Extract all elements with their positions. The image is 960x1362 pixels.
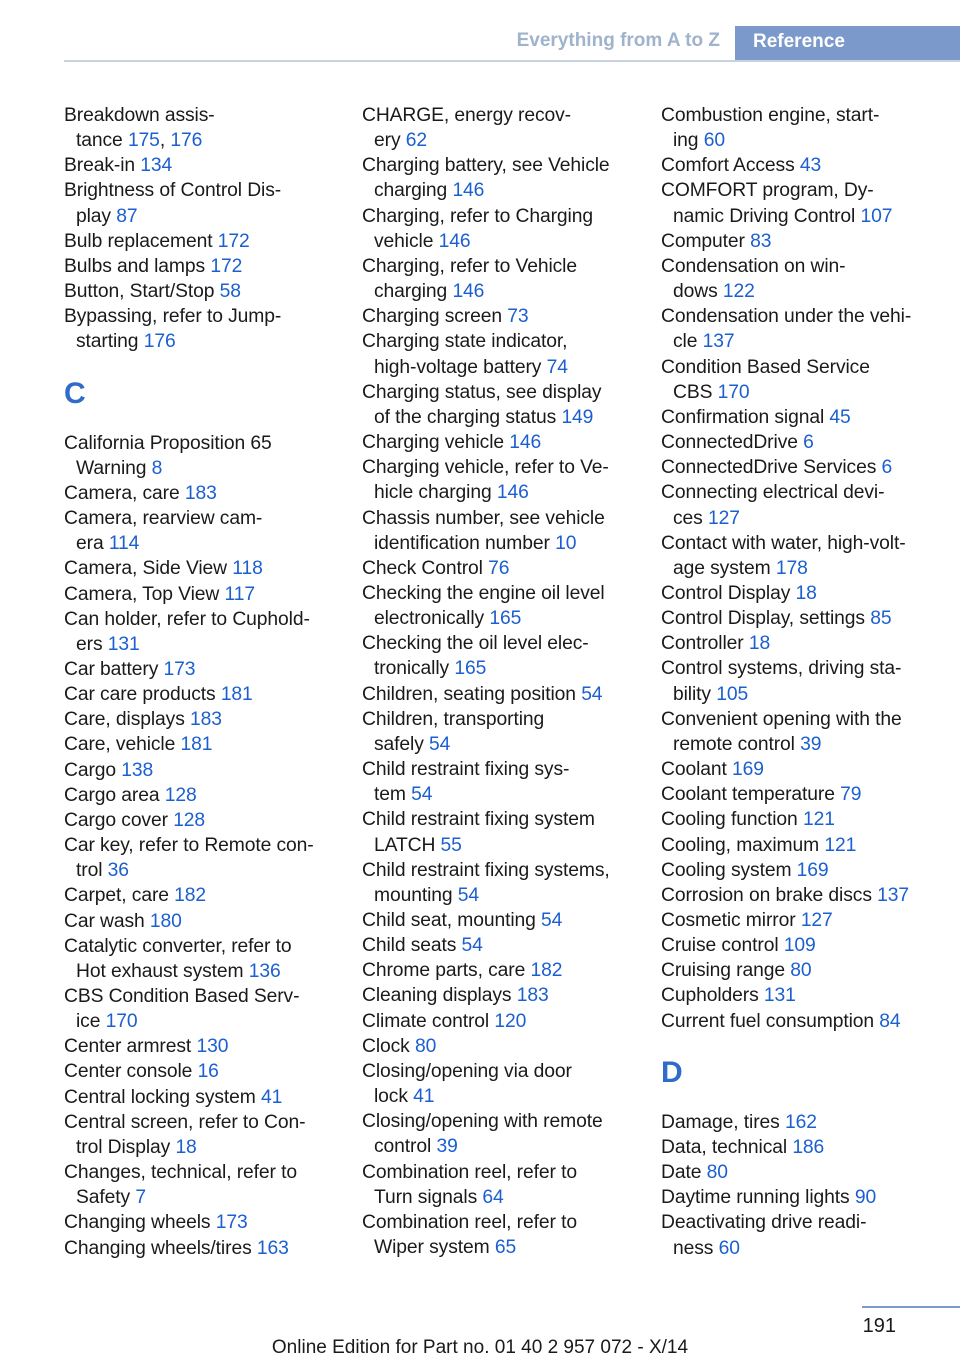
index-term: Data, technical: [661, 1136, 788, 1158]
index-term: Cleaning displays: [362, 985, 512, 1007]
page-reference-link[interactable]: 7: [135, 1187, 146, 1209]
index-entry: [362, 682, 652, 707]
index-entry: [661, 581, 957, 606]
index-term: Center console: [64, 1061, 193, 1083]
index-entry: [64, 1160, 354, 1210]
index-term: Climate control: [362, 1010, 490, 1032]
index-entry: [64, 1236, 354, 1261]
page-reference-link[interactable]: 172: [217, 230, 250, 252]
index-term: ConnectedDrive: [661, 432, 798, 454]
page-reference-link[interactable]: 6: [803, 432, 814, 454]
index-entry: [362, 858, 652, 908]
index-entry: [661, 229, 957, 254]
page-reference-link[interactable]: 146: [452, 180, 485, 202]
index-entry: [661, 782, 957, 807]
index-entry: [661, 833, 957, 858]
page-reference-link[interactable]: 54: [541, 910, 563, 931]
index-entry: [362, 1009, 652, 1034]
index-term: Cooling system: [661, 859, 792, 881]
page-reference-link[interactable]: 137: [702, 331, 735, 353]
index-entry: [362, 1109, 652, 1159]
index-entry: [362, 153, 652, 203]
index-entry: [661, 933, 957, 958]
page-reference-link[interactable]: 8: [151, 457, 163, 479]
index-entry: [64, 506, 354, 556]
index-entry: [661, 153, 957, 178]
index-entry: [362, 380, 652, 430]
page-reference-link[interactable]: 54: [429, 733, 451, 755]
index-entry: [661, 405, 957, 430]
page-reference-link[interactable]: 173: [215, 1212, 248, 1234]
page-reference-link[interactable]: 73: [507, 306, 529, 328]
index-entry: [661, 606, 957, 631]
page-reference-link[interactable]: 163: [256, 1237, 289, 1259]
index-entry: [64, 808, 354, 833]
index-entry: [362, 1210, 652, 1260]
index-term: Car key, refer to Remote con- trol: [64, 835, 314, 882]
index-term: Charging battery, see Vehicle charging: [362, 155, 610, 202]
page-reference-link[interactable]: 118: [232, 558, 263, 580]
index-entry: [64, 934, 354, 984]
page-reference-link[interactable]: 39: [436, 1136, 458, 1158]
page-reference-link[interactable]: 64: [482, 1186, 504, 1208]
page-reference-link[interactable]: 18: [795, 582, 817, 604]
index-term: Cargo cover: [64, 809, 168, 831]
index-entry: [362, 908, 652, 933]
page-reference-link[interactable]: 146: [496, 482, 529, 504]
index-entry: [64, 833, 354, 883]
index-entry: [64, 607, 354, 657]
index-entry: [661, 1210, 957, 1260]
index-entry: [362, 556, 652, 581]
index-term: CBS Condition Based Serv- ice: [64, 986, 300, 1033]
breadcrumb: Everything from A to Z: [516, 30, 720, 51]
index-entry: [64, 1034, 354, 1059]
page-reference-link[interactable]: 172: [210, 255, 243, 277]
index-term: Cruising range: [661, 960, 785, 982]
index-entry: [362, 807, 652, 857]
index-term: Changing wheels/tires: [64, 1237, 252, 1259]
index-term: Cargo: [64, 759, 117, 781]
index-entry: [64, 304, 354, 354]
index-entry: [362, 958, 652, 983]
page-reference-link[interactable]: 136: [248, 960, 281, 982]
index-term: COMFORT program, Dy- namic Driving Control: [661, 180, 874, 227]
edition-line: Online Edition for Part no. 01 40 2 957 072 - X/14: [271, 1337, 689, 1358]
index-entry: [64, 178, 354, 228]
index-term: Car battery: [64, 658, 159, 680]
index-term: Closing/opening via door lock: [362, 1060, 572, 1108]
index-entry: [64, 909, 354, 934]
index-entry: [64, 984, 354, 1034]
index-term: Children, transporting safely: [362, 708, 545, 755]
index-letter-heading: D: [661, 1055, 683, 1089]
page-reference-link[interactable]: 18: [175, 1136, 197, 1158]
index-term: Can holder, refer to Cuphold- ers: [64, 608, 310, 655]
index-term: Break-in: [64, 155, 135, 177]
index-entry: [661, 983, 957, 1008]
page-reference-link[interactable]: 131: [107, 633, 140, 655]
page-reference-link[interactable]: 90: [854, 1187, 877, 1209]
page-reference-link[interactable]: 80: [790, 960, 812, 982]
index-term: Cupholders: [661, 985, 759, 1007]
index-term: Date: [661, 1162, 702, 1184]
page-reference-link[interactable]: 130: [196, 1036, 229, 1058]
page-reference-link[interactable]: 181: [220, 684, 253, 706]
page-reference-link[interactable]: 138: [121, 759, 154, 781]
index-term: Check Control: [362, 557, 483, 579]
index-entry: [661, 1135, 957, 1160]
index-term: Camera, rearview cam- era: [64, 508, 263, 555]
index-term: California Proposition 65 Warning: [64, 432, 272, 479]
index-entry: [661, 1009, 957, 1034]
page-reference-link[interactable]: 65: [494, 1237, 517, 1259]
index-term: Camera, care: [64, 482, 180, 504]
page-reference-link[interactable]: 162: [784, 1111, 817, 1133]
index-entry: [362, 581, 652, 631]
index-term: CHARGE, energy recov- ery: [362, 105, 571, 152]
index-entry: [64, 1085, 354, 1110]
page-reference-link[interactable]: 127: [707, 507, 740, 529]
index-entry: [64, 254, 354, 279]
index-entry: [362, 933, 652, 958]
page-reference-link[interactable]: 173: [163, 658, 196, 680]
index-entry: [661, 631, 957, 656]
page-reference-link[interactable]: 79: [840, 784, 862, 806]
index-entry: [661, 807, 957, 832]
page-reference-link[interactable]: 45: [829, 406, 851, 428]
page-reference-link[interactable]: 183: [516, 985, 549, 1007]
page-reference-link[interactable]: 180: [149, 910, 182, 932]
index-entry: [661, 958, 957, 983]
index-entry: [661, 355, 957, 405]
index-term: Central screen, refer to Con- trol Display: [64, 1111, 306, 1158]
index-entry: [661, 883, 957, 908]
page-reference-link[interactable]: 121: [824, 834, 857, 856]
index-term: Controller: [661, 633, 744, 655]
index-term: Child seats: [362, 935, 457, 957]
index-term: Charging vehicle, refer to Ve- hicle charging: [362, 457, 609, 504]
page-reference-link[interactable]: 146: [438, 230, 471, 252]
index-entry: [661, 480, 957, 530]
page-number: 191: [862, 1315, 896, 1337]
index-entry: [661, 254, 957, 304]
page-reference-link[interactable]: 54: [461, 935, 483, 957]
index-entry: [661, 757, 957, 782]
index-term: Cosmetic mirror: [661, 910, 796, 931]
index-entry: [362, 430, 652, 455]
index-term: Changing wheels: [64, 1212, 211, 1234]
page-reference-link[interactable]: 127: [800, 910, 833, 931]
index-term: Combustion engine, start- ing: [661, 105, 880, 152]
page-reference-link[interactable]: 54: [411, 784, 433, 806]
page-reference-link[interactable]: 16: [197, 1061, 219, 1083]
index-entry: [661, 304, 957, 354]
page-reference-link[interactable]: 62: [405, 130, 428, 152]
page-reference-link[interactable]: 60: [703, 130, 725, 152]
index-entry: [64, 682, 354, 707]
header-divider: [64, 60, 960, 62]
index-term: Button, Start/Stop: [64, 281, 215, 303]
page-reference-link[interactable]: 186: [792, 1136, 825, 1158]
index-term: Bulb replacement: [64, 230, 213, 252]
page-reference-link[interactable]: 117: [224, 583, 255, 605]
index-entry: [64, 1059, 354, 1084]
page-reference-link[interactable]: 80: [414, 1035, 437, 1057]
index-entry: [661, 656, 957, 706]
index-entry: [362, 103, 652, 153]
index-term: Care, displays: [64, 709, 185, 731]
index-entry: [64, 783, 354, 808]
index-term: Condition Based Service CBS: [661, 356, 870, 403]
page-reference-link[interactable]: 183: [184, 482, 217, 504]
index-term: Convenient opening with the remote control: [661, 708, 902, 755]
page-reference-link[interactable]: 182: [174, 885, 207, 907]
page-reference-link[interactable]: 176: [170, 130, 203, 152]
page-reference-link[interactable]: 54: [457, 884, 480, 906]
index-term: Computer: [661, 230, 745, 252]
index-term: Breakdown assis- tance: [64, 105, 215, 152]
index-term: Contact with water, high-volt- age system: [661, 532, 906, 579]
index-term: Control Display, settings: [661, 608, 865, 630]
page-reference-link[interactable]: 146: [452, 281, 485, 303]
index-column-2: [362, 103, 652, 1260]
page-reference-link[interactable]: 169: [732, 759, 764, 781]
index-term: Bypassing, refer to Jump- starting: [64, 306, 282, 353]
index-term: Children, seating position: [362, 683, 576, 705]
index-entry: [64, 279, 354, 304]
page-reference-link[interactable]: 76: [488, 557, 510, 579]
index-letter-heading: C: [64, 376, 86, 410]
index-entry: [661, 430, 957, 455]
index-entry: [362, 329, 652, 379]
index-entry: [362, 304, 652, 329]
index-entry: [661, 103, 957, 153]
index-term: Car wash: [64, 910, 145, 932]
index-term: Control systems, driving sta- bility: [661, 658, 902, 705]
page-reference-link[interactable]: 10: [555, 532, 577, 554]
index-entry: [64, 1110, 354, 1160]
index-term: Checking the engine oil level electronically: [362, 582, 605, 630]
index-entry: [362, 506, 652, 556]
index-term: Child restraint fixing system LATCH: [362, 809, 595, 856]
index-term: Chrome parts, care: [362, 960, 526, 982]
page-reference-link[interactable]: 121: [802, 809, 835, 831]
page-reference-link[interactable]: 107: [860, 205, 893, 227]
index-entry: [64, 883, 354, 908]
index-term: Charging screen: [362, 306, 502, 328]
page-reference-link[interactable]: 74: [546, 356, 568, 378]
index-entry: [661, 1185, 957, 1210]
index-term: Clock: [362, 1035, 410, 1057]
index-term: Cooling, maximum: [661, 834, 820, 856]
footer-divider: [862, 1306, 960, 1308]
page-reference-link[interactable]: 41: [413, 1086, 435, 1108]
index-term: Confirmation signal: [661, 406, 825, 428]
index-term: Charging state indicator, high-voltage battery: [362, 331, 568, 378]
index-term: Combination reel, refer to Wiper system: [362, 1211, 577, 1259]
index-entry: [661, 455, 957, 480]
index-term: Charging, refer to Charging vehicle: [362, 205, 593, 252]
page-reference-link[interactable]: 165: [489, 608, 522, 630]
index-term: Connecting electrical devi- ces: [661, 482, 885, 529]
index-entry: [362, 1160, 652, 1210]
page-reference-link[interactable]: 169: [796, 859, 829, 881]
page-reference-link[interactable]: 122: [722, 281, 755, 303]
page-reference-link[interactable]: 175: [127, 130, 160, 152]
index-entry: [362, 204, 652, 254]
page-reference-link[interactable]: 165: [454, 658, 487, 680]
index-term: Checking the oil level elec- tronically: [362, 633, 589, 680]
index-term: Coolant temperature: [661, 784, 835, 806]
index-term: Carpet, care: [64, 885, 169, 907]
page-reference-link[interactable]: 170: [105, 1011, 138, 1033]
page-reference-link[interactable]: 182: [530, 960, 563, 982]
index-entry: [661, 178, 957, 228]
index-term: Cargo area: [64, 784, 160, 806]
index-term: Control Display: [661, 582, 791, 604]
index-entry: [362, 631, 652, 681]
index-entry: [661, 1160, 957, 1185]
index-term: Damage, tires: [661, 1111, 780, 1133]
index-term: Camera, Top View: [64, 583, 220, 605]
index-entry: [64, 153, 354, 178]
index-term: ConnectedDrive Services: [661, 457, 877, 479]
page-reference-link[interactable]: 80: [706, 1162, 728, 1184]
index-entry: [64, 582, 354, 607]
index-term: Condensation under the vehi- cle: [661, 306, 912, 353]
index-term: Camera, Side View: [64, 558, 227, 580]
index-term: Catalytic converter, refer to Hot exhaust system: [64, 935, 292, 982]
page-reference-link[interactable]: 146: [509, 432, 542, 454]
index-term: Closing/opening with remote control: [362, 1111, 603, 1158]
index-entry: Breakdown assis- tance 175, 176: [64, 105, 215, 152]
page-reference-link[interactable]: 58: [219, 281, 241, 303]
page-reference-link[interactable]: 84: [879, 1010, 901, 1032]
page-reference-link[interactable]: 114: [108, 533, 140, 555]
index-entry: [64, 431, 354, 481]
page-reference-link[interactable]: 54: [581, 683, 603, 705]
index-entry: [64, 657, 354, 682]
page-reference-link[interactable]: 170: [717, 381, 750, 403]
index-term: Care, vehicle: [64, 734, 176, 756]
index-entry: [64, 758, 354, 783]
index-entry: [362, 983, 652, 1008]
page-reference-link[interactable]: 178: [775, 557, 808, 579]
index-entry: [362, 1059, 652, 1109]
index-term: Daytime running lights: [661, 1187, 850, 1209]
index-entry: [64, 1210, 354, 1235]
page-reference-link[interactable]: 18: [748, 633, 771, 655]
index-term: Corrosion on brake discs: [661, 884, 872, 906]
section-tab: Reference: [735, 26, 960, 62]
index-entry: [661, 707, 957, 757]
page-reference-link[interactable]: 137: [877, 884, 910, 906]
page-reference-link[interactable]: 176: [143, 331, 176, 353]
page-reference-link[interactable]: 83: [750, 230, 772, 252]
index-entry: [661, 908, 957, 933]
index-term: Current fuel consumption: [661, 1010, 875, 1032]
index-term: Car care products: [64, 684, 216, 706]
index-entry: [661, 531, 957, 581]
page-reference-link[interactable]: 85: [870, 608, 892, 630]
page-reference-link[interactable]: 183: [190, 709, 222, 731]
index-term: Child restraint fixing sys- tem: [362, 759, 570, 806]
page-reference-link[interactable]: 128: [164, 784, 197, 806]
index-term: Cruise control: [661, 935, 779, 957]
page-reference-link[interactable]: 6: [881, 457, 893, 479]
index-entry: [661, 1110, 957, 1135]
index-entry: [362, 757, 652, 807]
page-reference-link[interactable]: 41: [261, 1086, 283, 1108]
page-reference-link[interactable]: 60: [718, 1237, 740, 1259]
index-term: Child restraint fixing systems, mounting: [362, 859, 610, 906]
index-entry: [64, 229, 354, 254]
page-reference-link[interactable]: 134: [140, 155, 173, 177]
index-entry: [64, 707, 354, 732]
index-entry: [362, 254, 652, 304]
index-term: Child seat, mounting: [362, 910, 536, 931]
index-entry: [64, 556, 354, 581]
index-entry: [661, 858, 957, 883]
page-reference-link[interactable]: 39: [800, 733, 822, 755]
page-reference-link[interactable]: 55: [440, 834, 462, 856]
index-term: Center armrest: [64, 1036, 192, 1058]
index-term: Charging vehicle: [362, 432, 505, 454]
index-term: Combination reel, refer to Turn signals: [362, 1161, 577, 1208]
index-column-3: [661, 103, 957, 1261]
index-entry: [362, 707, 652, 757]
index-entry: [362, 1034, 652, 1059]
index-term: Brightness of Control Dis- play: [64, 180, 282, 227]
index-term: Comfort Access: [661, 155, 795, 177]
index-term: Charging status, see display of the charging status: [362, 381, 602, 428]
page-reference-link[interactable]: 105: [716, 683, 749, 705]
index-term: Bulbs and lamps: [64, 255, 206, 277]
index-term: Coolant: [661, 759, 727, 781]
page-reference-link[interactable]: 36: [107, 860, 129, 882]
index-entry: [362, 455, 652, 505]
page-reference-link[interactable]: 131: [763, 985, 796, 1007]
index-term: Deactivating drive readi- ness: [661, 1212, 867, 1259]
page-reference-link[interactable]: 120: [494, 1010, 527, 1032]
page-reference-link[interactable]: 181: [180, 734, 213, 756]
page-reference-link[interactable]: 109: [783, 935, 816, 957]
page-reference-link[interactable]: 128: [173, 809, 206, 831]
index-term: Condensation on win- dows: [661, 255, 846, 303]
index-term: Chassis number, see vehicle identification number: [362, 507, 605, 554]
index-column-1: [64, 103, 354, 1261]
index-term: Changes, technical, refer to Safety: [64, 1162, 297, 1209]
page-reference-link[interactable]: 87: [116, 205, 138, 227]
index-entry: [64, 481, 354, 506]
page-reference-link[interactable]: 43: [799, 155, 822, 177]
index-term: Central locking system: [64, 1086, 256, 1108]
index-term: Cooling function: [661, 809, 798, 831]
page-reference-link[interactable]: 149: [561, 406, 594, 428]
index-entry: [64, 732, 354, 757]
index-term: Charging, refer to Vehicle charging: [362, 255, 577, 303]
